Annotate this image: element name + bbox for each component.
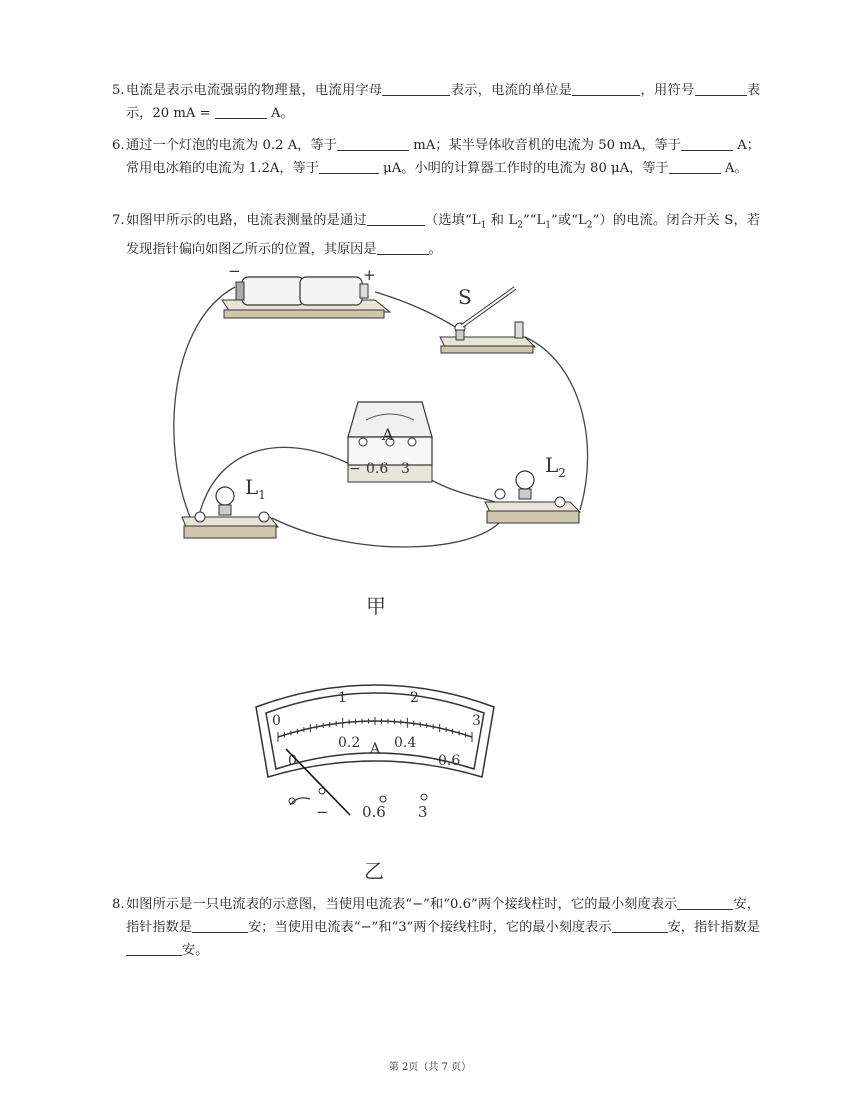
terminal-3-label: 3: [418, 803, 428, 821]
answer-blank[interactable]: [215, 104, 267, 119]
switch: [440, 288, 535, 353]
answer-blank[interactable]: [126, 941, 182, 956]
answer-blank[interactable]: [681, 136, 733, 151]
ammeter-terminal-minus: −: [349, 461, 361, 477]
unit-label: A: [370, 741, 381, 757]
answer-blank[interactable]: [367, 211, 425, 226]
answer-blank[interactable]: [677, 895, 733, 910]
terminal-3-knob: [421, 794, 427, 800]
answer-blank[interactable]: [319, 159, 379, 174]
lamp-l1-label: $L_1$: [245, 475, 266, 502]
terminal-minus-label: −: [316, 803, 329, 821]
ammeter-dial-figure: [250, 665, 500, 830]
answer-blank[interactable]: [695, 81, 747, 96]
answer-blank[interactable]: [382, 81, 450, 96]
question-7: 7. 如图甲所示的电路，电流表测量的是通过 （选填“$L_1$ 和 $L_2”“L_1$”或“$L_2$”）的电流。闭合开关 S，若发现指针偏向如图乙所示的位置，其原因是 。: [118, 209, 760, 261]
question-number: 6.: [112, 138, 125, 153]
lower-scale-02: 0.2: [338, 735, 361, 751]
question-5: 5. 电流是表示电流强弱的物理量，电流用字母 表示，电流的单位是 ，用符号 表示，20 mA = A。: [118, 79, 760, 125]
upper-scale-2: 2: [410, 690, 419, 706]
switch-label: S: [458, 285, 472, 309]
answer-blank[interactable]: [669, 159, 721, 174]
upper-scale-0: 0: [272, 713, 281, 729]
terminal-06-knob: [380, 796, 386, 802]
answer-blank[interactable]: [377, 240, 429, 255]
ammeter-terminal-06: 0.6: [366, 461, 389, 477]
lamp-l2-label: $L_2$: [545, 453, 566, 480]
battery-plus-label: +: [363, 266, 376, 284]
circuit-figure: [160, 262, 610, 562]
wire: [272, 514, 505, 547]
wire: [174, 287, 235, 517]
figure-caption-yi: 乙: [364, 859, 384, 883]
battery-minus-label: −: [228, 262, 241, 280]
ammeter-terminal-3: 3: [401, 461, 410, 477]
answer-blank[interactable]: [612, 918, 668, 933]
upper-scale-1: 1: [338, 690, 347, 706]
ammeter-label: A: [382, 425, 394, 444]
lower-scale-0: 0: [288, 753, 297, 769]
page-footer: 第 2页（共 7 页）: [388, 1062, 472, 1073]
answer-blank[interactable]: [192, 918, 248, 933]
lower-scale-04: 0.4: [394, 735, 417, 751]
lower-scale-06: 0.6: [438, 753, 461, 769]
question-number: 8.: [112, 897, 125, 912]
wire: [525, 337, 588, 510]
upper-scale-3: 3: [472, 713, 481, 729]
answer-blank[interactable]: [337, 136, 409, 151]
question-8: 8. 如图所示是一只电流表的示意图，当使用电流表“−”和“0.6”两个接线柱时，它的最小刻度表示 安，指针指数是 安；当使用电流表“−”和“3”两个接线柱时，它的最小刻度表示 安，指针指数是安。: [118, 893, 760, 962]
terminal-06-label: 0.6: [362, 803, 386, 821]
question-number: 5.: [112, 83, 125, 98]
question-6: 6. 通过一个灯泡的电流为 0.2 A，等于 mA；某半导体收音机的电流为 50 mA，等于 A；常用电冰箱的电流为 1.2A，等于 μA。小明的计算器工作时的电流为 80 μA，等于 A。: [118, 134, 760, 180]
answer-blank[interactable]: [572, 81, 640, 96]
figure-caption-jia: 甲: [366, 594, 386, 618]
question-number: 7.: [112, 213, 125, 228]
